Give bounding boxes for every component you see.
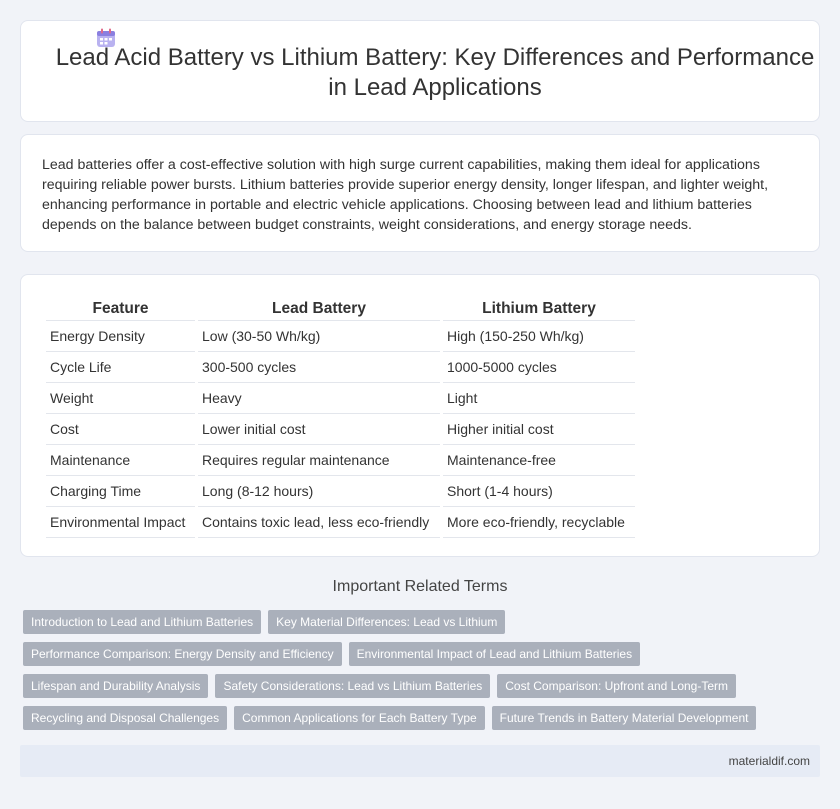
table-cell: Energy Density — [46, 321, 195, 352]
related-term-tag[interactable]: Environmental Impact of Lead and Lithium Batteries — [349, 642, 640, 666]
table-cell: High (150-250 Wh/kg) — [443, 321, 635, 352]
table-cell: Requires regular maintenance — [198, 445, 440, 476]
table-cell: Low (30-50 Wh/kg) — [198, 321, 440, 352]
table-cell: Environmental Impact — [46, 507, 195, 538]
column-header: Lithium Battery — [443, 297, 635, 321]
table-row — [46, 445, 635, 476]
table-row — [46, 321, 635, 352]
table-cell: Maintenance — [46, 445, 195, 476]
related-term-tag[interactable]: Lifespan and Durability Analysis — [23, 674, 208, 698]
table-cell: Contains toxic lead, less eco-friendly — [198, 507, 440, 538]
footer-site-link[interactable]: materialdif.com — [728, 754, 810, 768]
table-cell: 1000-5000 cycles — [443, 352, 635, 383]
intro-card — [20, 134, 820, 252]
tag-row — [23, 674, 813, 698]
related-term-tag[interactable]: Cost Comparison: Upfront and Long-Term — [497, 674, 736, 698]
table-cell: Maintenance-free — [443, 445, 635, 476]
related-terms-list — [23, 610, 813, 738]
table-cell: More eco-friendly, recyclable — [443, 507, 635, 538]
table-row — [46, 476, 635, 507]
table-row — [46, 507, 635, 538]
related-terms-heading: Important Related Terms — [332, 578, 508, 595]
tag-row — [23, 642, 813, 666]
tag-row — [23, 706, 813, 730]
table-cell: Cycle Life — [46, 352, 195, 383]
column-header: Lead Battery — [198, 297, 440, 321]
related-term-tag[interactable]: Performance Comparison: Energy Density and Efficiency — [23, 642, 342, 666]
related-term-tag[interactable]: Introduction to Lead and Lithium Batteries — [23, 610, 261, 634]
table-cell: 300-500 cycles — [198, 352, 440, 383]
table-cell: Light — [443, 383, 635, 414]
table-cell: Higher initial cost — [443, 414, 635, 445]
comparison-card — [20, 274, 820, 557]
comparison-table — [43, 297, 638, 538]
related-term-tag[interactable]: Recycling and Disposal Challenges — [23, 706, 227, 730]
related-term-tag[interactable]: Safety Considerations: Lead vs Lithium Batteries — [215, 674, 490, 698]
table-cell: Long (8-12 hours) — [198, 476, 440, 507]
table-cell: Cost — [46, 414, 195, 445]
table-cell: Lower initial cost — [198, 414, 440, 445]
header-card — [20, 20, 820, 122]
table-cell: Short (1-4 hours) — [443, 476, 635, 507]
table-row — [46, 383, 635, 414]
table-header-row — [46, 297, 635, 321]
table-row — [46, 352, 635, 383]
table-cell: Heavy — [198, 383, 440, 414]
related-term-tag[interactable]: Future Trends in Battery Material Development — [492, 706, 757, 730]
table-cell: Charging Time — [46, 476, 195, 507]
footer — [20, 745, 820, 777]
intro-paragraph: Lead batteries offer a cost-effective solution with high surge current capabilities, making them ideal for applications requiring reliable power bursts. Lithium batteries provide superior energy density, longer lifespan, and lighter weight, enhancing performance in portable and electric vehicle applications. Choosing between lead and lithium batteries depends on the balance between budget constraints, weight considerations, and energy storage needs. — [42, 157, 769, 233]
column-header: Feature — [46, 297, 195, 321]
related-term-tag[interactable]: Common Applications for Each Battery Type — [234, 706, 485, 730]
table-cell: Weight — [46, 383, 195, 414]
related-term-tag[interactable]: Key Material Differences: Lead vs Lithium — [268, 610, 505, 634]
table-row — [46, 414, 635, 445]
page-title: Lead Acid Battery vs Lithium Battery: Key Differences and Performance in Lead Applications — [55, 44, 815, 101]
tag-row — [23, 610, 813, 634]
